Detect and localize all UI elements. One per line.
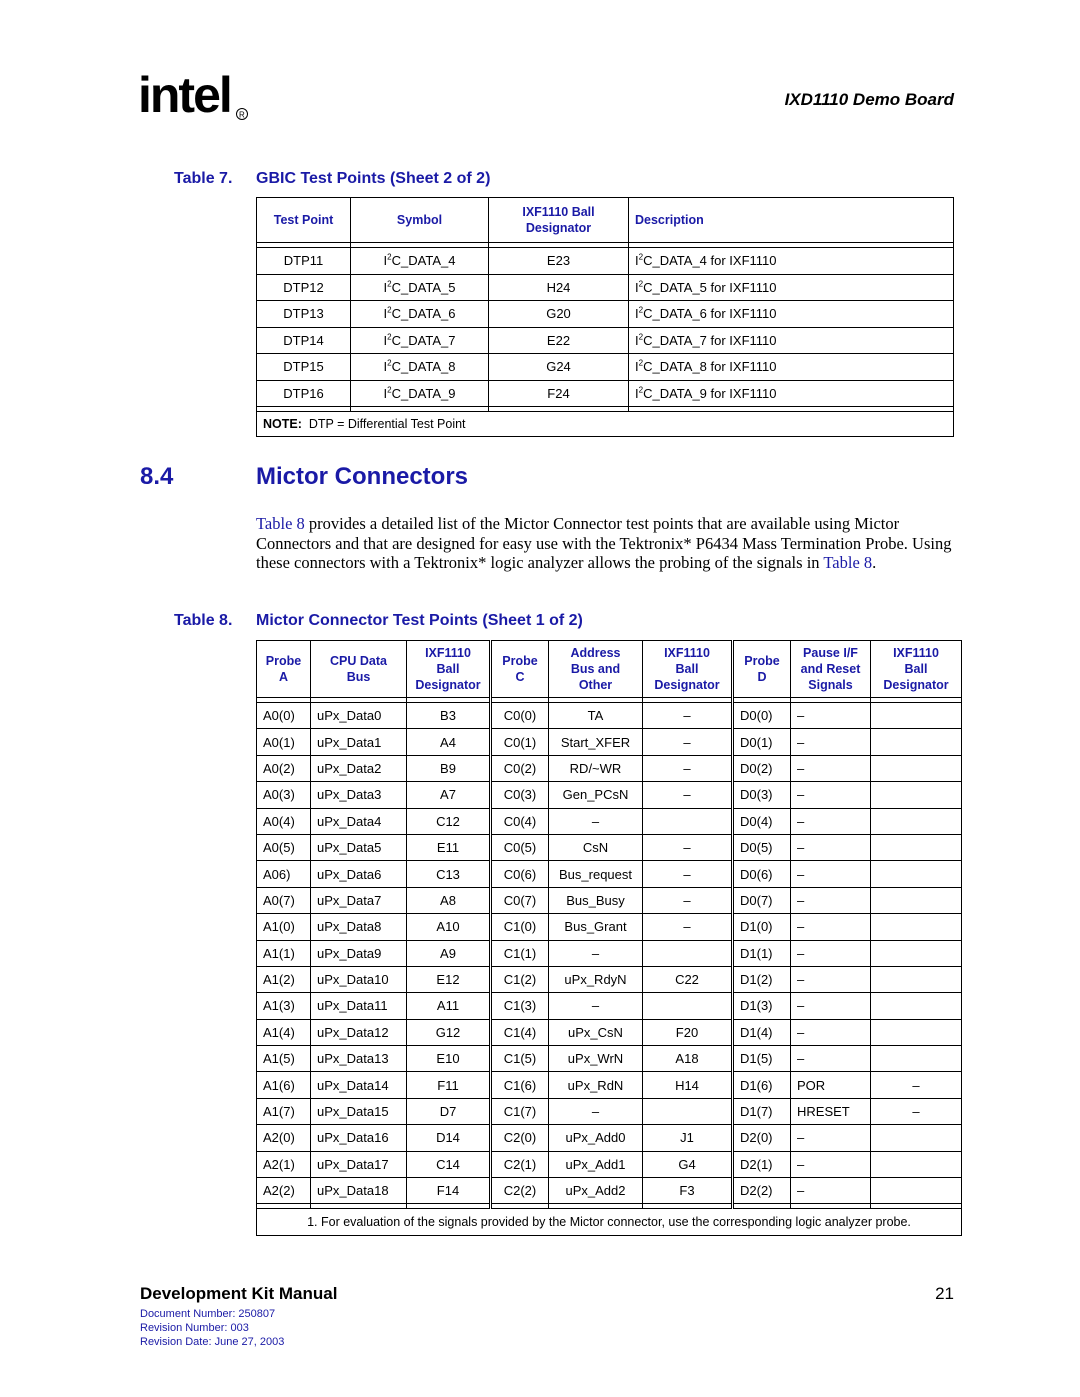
gbic-test-points-table [256,197,954,437]
table-cell: Bus_request [549,861,643,887]
table-cell: uPx_RdN [549,1072,643,1098]
table-row [257,887,962,913]
table-cell: G12 [407,1019,491,1045]
table-cell: C0(5) [491,834,549,860]
table-cell: – [791,914,871,940]
table-cell: – [791,729,871,755]
table-cell: D1(3) [733,993,791,1019]
table-cell: Gen_PCsN [549,782,643,808]
intel-logo [138,70,258,134]
table-cell [643,993,733,1019]
table-cell: C1(6) [491,1072,549,1098]
header-ball-designator: IXF1110 Ball Designator [871,641,962,698]
table-cell: A2(0) [257,1125,311,1151]
table8-link[interactable]: Table 8 [823,553,873,572]
table-cell: uPx_Add1 [549,1151,643,1177]
table-cell [871,861,962,887]
table-row: DTP13 $I^2C\_DATA\_6$ G20 $I^2C\_DATA\_6$ for IXF1110 [257,301,954,328]
table-cell: – [791,940,871,966]
table-cell: – [549,940,643,966]
table8-link[interactable]: Table 8 [256,514,305,533]
table-cell [871,940,962,966]
table-cell: – [549,1098,643,1124]
table-cell: – [643,755,733,781]
document-number: Document Number: 250807 [140,1308,276,1320]
table-cell: E11 [407,834,491,860]
header-symbol: Symbol [351,198,489,243]
table-cell [871,966,962,992]
table-cell: A4 [407,729,491,755]
table-cell: D2(1) [733,1151,791,1177]
table-cell: A1(7) [257,1098,311,1124]
table-cell: A0(3) [257,782,311,808]
table-cell: uPx_Data16 [311,1125,407,1151]
header-test-point: Test Point [257,198,351,243]
table-cell: C1(2) [491,966,549,992]
table-cell: uPx_Data3 [311,782,407,808]
table-cell: D1(1) [733,940,791,966]
table-row: DTP14 $I^2C\_DATA\_7$ E22 $I^2C\_DATA\_7$ for IXF1110 [257,327,954,354]
header-probe-c: Probe C [491,641,549,698]
table-cell: F14 [407,1178,491,1204]
table-cell: G4 [643,1151,733,1177]
table-row [257,966,962,992]
table-cell: uPx_WrN [549,1046,643,1072]
table8-caption-number: Table 8. [174,612,233,629]
table-cell: D1(6) [733,1072,791,1098]
table-cell: A1(6) [257,1072,311,1098]
table-cell [871,755,962,781]
table-cell: A1(1) [257,940,311,966]
table-cell: C2(1) [491,1151,549,1177]
table-row [257,1019,962,1045]
table-cell: uPx_Data6 [311,861,407,887]
table-cell: HRESET [791,1098,871,1124]
table-header-row [257,198,954,243]
table-row [257,914,962,940]
table7-caption-title: GBIC Test Points (Sheet 2 of 2) [256,170,491,187]
table-row [257,808,962,834]
svg-text:R: R [239,110,245,120]
table-cell [871,1046,962,1072]
table-cell: uPx_Data10 [311,966,407,992]
table-cell: C1(1) [491,940,549,966]
table-cell: – [643,729,733,755]
table-cell: – [791,1046,871,1072]
revision-date: Revision Date: June 27, 2003 [140,1336,285,1348]
table-cell [871,887,962,913]
table-cell: A7 [407,782,491,808]
table-cell: D1(4) [733,1019,791,1045]
table-cell: uPx_CsN [549,1019,643,1045]
table-cell: H14 [643,1072,733,1098]
table-row [257,861,962,887]
table-row [257,940,962,966]
header-probe-a: Probe A [257,641,311,698]
table-row [257,993,962,1019]
table-cell: F11 [407,1072,491,1098]
table-cell: uPx_Data0 [311,703,407,729]
table-row [257,1072,962,1098]
table-cell [643,808,733,834]
table-cell: D1(7) [733,1098,791,1124]
table-cell: A0(2) [257,755,311,781]
table-cell: D0(4) [733,808,791,834]
table-row [257,782,962,808]
table7-caption [174,170,490,188]
table-cell: – [791,834,871,860]
table-cell [871,1178,962,1204]
table-cell: C2(0) [491,1125,549,1151]
table-cell: C0(4) [491,808,549,834]
table-cell: A2(2) [257,1178,311,1204]
table-cell: – [791,755,871,781]
table-cell: C0(6) [491,861,549,887]
table-cell: TA [549,703,643,729]
table-row [257,1125,962,1151]
logo-wordmark: intel [138,70,231,123]
table-cell: D0(5) [733,834,791,860]
table-cell: – [643,834,733,860]
table-cell: D2(0) [733,1125,791,1151]
table-cell: uPx_Data11 [311,993,407,1019]
table-row [257,834,962,860]
table-cell: D0(2) [733,755,791,781]
header-ball-designator: IXF1110 Ball Designator [407,641,491,698]
header-ball-designator: IXF1110 Ball Designator [489,198,629,243]
table-row [257,729,962,755]
section-title: Mictor Connectors [256,463,469,490]
table-cell: – [643,887,733,913]
table-cell: uPx_Data13 [311,1046,407,1072]
table-cell: C2(2) [491,1178,549,1204]
table-cell: F20 [643,1019,733,1045]
table-cell: B9 [407,755,491,781]
table-cell: – [791,1019,871,1045]
table-cell: uPx_Data17 [311,1151,407,1177]
table-cell: C22 [643,966,733,992]
table-cell: C12 [407,808,491,834]
table-cell: C0(2) [491,755,549,781]
table-cell: D1(2) [733,966,791,992]
table-cell: A0(5) [257,834,311,860]
body-paragraph: Table 8 provides a detailed list of the Mictor Connector test points that are available using Mictor Connectors and that are designed for easy use with the Tektronix* P6434 Mass Termination Probe. Using these connectors with a Tektronix* logic analyzer allows the probing of the signals in Table 8. [256,514,952,572]
table-cell: A1(2) [257,966,311,992]
table-cell: Bus_Busy [549,887,643,913]
table-cell: uPx_Data7 [311,887,407,913]
table-cell: POR [791,1072,871,1098]
table-cell: – [791,887,871,913]
table8-caption [174,612,583,630]
table-header-row [257,641,962,698]
table-cell [871,703,962,729]
table-cell [871,808,962,834]
table-cell: A0(4) [257,808,311,834]
table-cell: D0(6) [733,861,791,887]
table-cell [871,834,962,860]
table-cell: A1(3) [257,993,311,1019]
table-cell [871,1151,962,1177]
table-cell: A1(5) [257,1046,311,1072]
table-cell: – [791,808,871,834]
table-cell: D0(7) [733,887,791,913]
table-cell: C1(3) [491,993,549,1019]
table-cell: A0(7) [257,887,311,913]
page-number: 21 [935,1284,954,1303]
note-text: DTP = Differential Test Point [308,417,466,431]
table-cell: C0(3) [491,782,549,808]
table-cell: uPx_Data14 [311,1072,407,1098]
table7-caption-number: Table 7. [174,170,233,187]
table-cell: J1 [643,1125,733,1151]
table-row [257,703,962,729]
table-cell: uPx_Data1 [311,729,407,755]
table-cell: B3 [407,703,491,729]
table-cell [871,1125,962,1151]
table-cell: C0(7) [491,887,549,913]
table-cell: D0(0) [733,703,791,729]
table-cell: A06) [257,861,311,887]
table-cell: C0(1) [491,729,549,755]
document-title: IXD1110 Demo Board [784,90,954,109]
table-cell [871,729,962,755]
table-cell: A10 [407,914,491,940]
table-cell: – [549,993,643,1019]
table-cell: – [791,703,871,729]
table-row [257,755,962,781]
table-cell: A11 [407,993,491,1019]
table-cell: A1(0) [257,914,311,940]
table-cell: Bus_Grant [549,914,643,940]
table-cell: – [791,861,871,887]
table-cell [643,940,733,966]
table-cell: – [643,914,733,940]
header-description: Description [629,198,954,243]
footer-title: Development Kit Manual [140,1284,338,1303]
section-number: 8.4 [140,463,174,490]
table-cell: – [791,993,871,1019]
table-row: DTP11 $I^2C\_DATA\_4$ E23 $I^2C\_DATA\_4$ for IXF1110 [257,248,954,275]
table-cell: – [549,808,643,834]
table-row: DTP15 $I^2C\_DATA\_8$ G24 $I^2C\_DATA\_8$ for IXF1110 [257,354,954,381]
header-pause-reset: Pause I/F and Reset Signals [791,641,871,698]
table-cell: A0(0) [257,703,311,729]
table-cell: – [643,782,733,808]
table-cell: – [871,1098,962,1124]
table-cell: – [643,703,733,729]
table-cell: RD/~WR [549,755,643,781]
table-cell: C14 [407,1151,491,1177]
table-row [257,1046,962,1072]
table-cell: E12 [407,966,491,992]
table-cell: – [791,1125,871,1151]
table-cell: uPx_Add2 [549,1178,643,1204]
table-cell: uPx_Data4 [311,808,407,834]
table-cell: C1(5) [491,1046,549,1072]
header-ball-designator: IXF1110 Ball Designator [643,641,733,698]
table-cell: D0(3) [733,782,791,808]
table-cell: A8 [407,887,491,913]
table-cell: A1(4) [257,1019,311,1045]
table-row [257,1178,962,1204]
table-cell: CsN [549,834,643,860]
table-cell: Start_XFER [549,729,643,755]
table8-caption-title: Mictor Connector Test Points (Sheet 1 of 2) [256,612,583,629]
table-cell [871,782,962,808]
table-cell: A18 [643,1046,733,1072]
table-cell: D1(0) [733,914,791,940]
mictor-test-points-table [256,640,962,1236]
table-cell: – [791,966,871,992]
table-row: DTP12 $I^2C\_DATA\_5$ H24 $I^2C\_DATA\_5$ for IXF1110 [257,274,954,301]
table-cell: D1(5) [733,1046,791,1072]
table-footnote: 1. For evaluation of the signals provided by the Mictor connector, use the corresponding logic analyzer probe. [257,1209,962,1236]
header-address-bus: Address Bus and Other [549,641,643,698]
table-cell: uPx_Data5 [311,834,407,860]
header-cpu-data-bus: CPU Data Bus [311,641,407,698]
table-cell: – [791,1151,871,1177]
section-heading [140,463,468,491]
table-cell: uPx_Data2 [311,755,407,781]
table-cell: C1(0) [491,914,549,940]
table-cell [871,993,962,1019]
table-cell: uPx_RdyN [549,966,643,992]
header-probe-d: Probe D [733,641,791,698]
table-cell: E10 [407,1046,491,1072]
table-cell: uPx_Data12 [311,1019,407,1045]
table-cell: – [871,1072,962,1098]
table-cell: F3 [643,1178,733,1204]
table-cell: C13 [407,861,491,887]
table-cell: A9 [407,940,491,966]
table-cell: uPx_Data9 [311,940,407,966]
table-footnote-row [257,1209,962,1236]
table-cell: C0(0) [491,703,549,729]
table-cell: uPx_Data15 [311,1098,407,1124]
table-cell: A0(1) [257,729,311,755]
table-row: DTP16 $I^2C\_DATA\_9$ F24 $I^2C\_DATA\_9$ for IXF1110 [257,380,954,407]
table-cell [643,1098,733,1124]
table-note-row [257,412,954,437]
table-cell: uPx_Data18 [311,1178,407,1204]
table-cell: uPx_Add0 [549,1125,643,1151]
table-cell: D14 [407,1125,491,1151]
table-cell: – [643,861,733,887]
note-label: NOTE: [263,417,302,431]
table-row [257,1098,962,1124]
table-cell: D2(2) [733,1178,791,1204]
table-cell: – [791,782,871,808]
table-cell: uPx_Data8 [311,914,407,940]
table-cell [871,1019,962,1045]
table-cell: A2(1) [257,1151,311,1177]
table-cell [871,914,962,940]
table-cell: D7 [407,1098,491,1124]
table-row [257,1151,962,1177]
table-cell: C1(7) [491,1098,549,1124]
revision-number: Revision Number: 003 [140,1322,249,1334]
table-cell: C1(4) [491,1019,549,1045]
table-cell: – [791,1178,871,1204]
table-cell: D0(1) [733,729,791,755]
